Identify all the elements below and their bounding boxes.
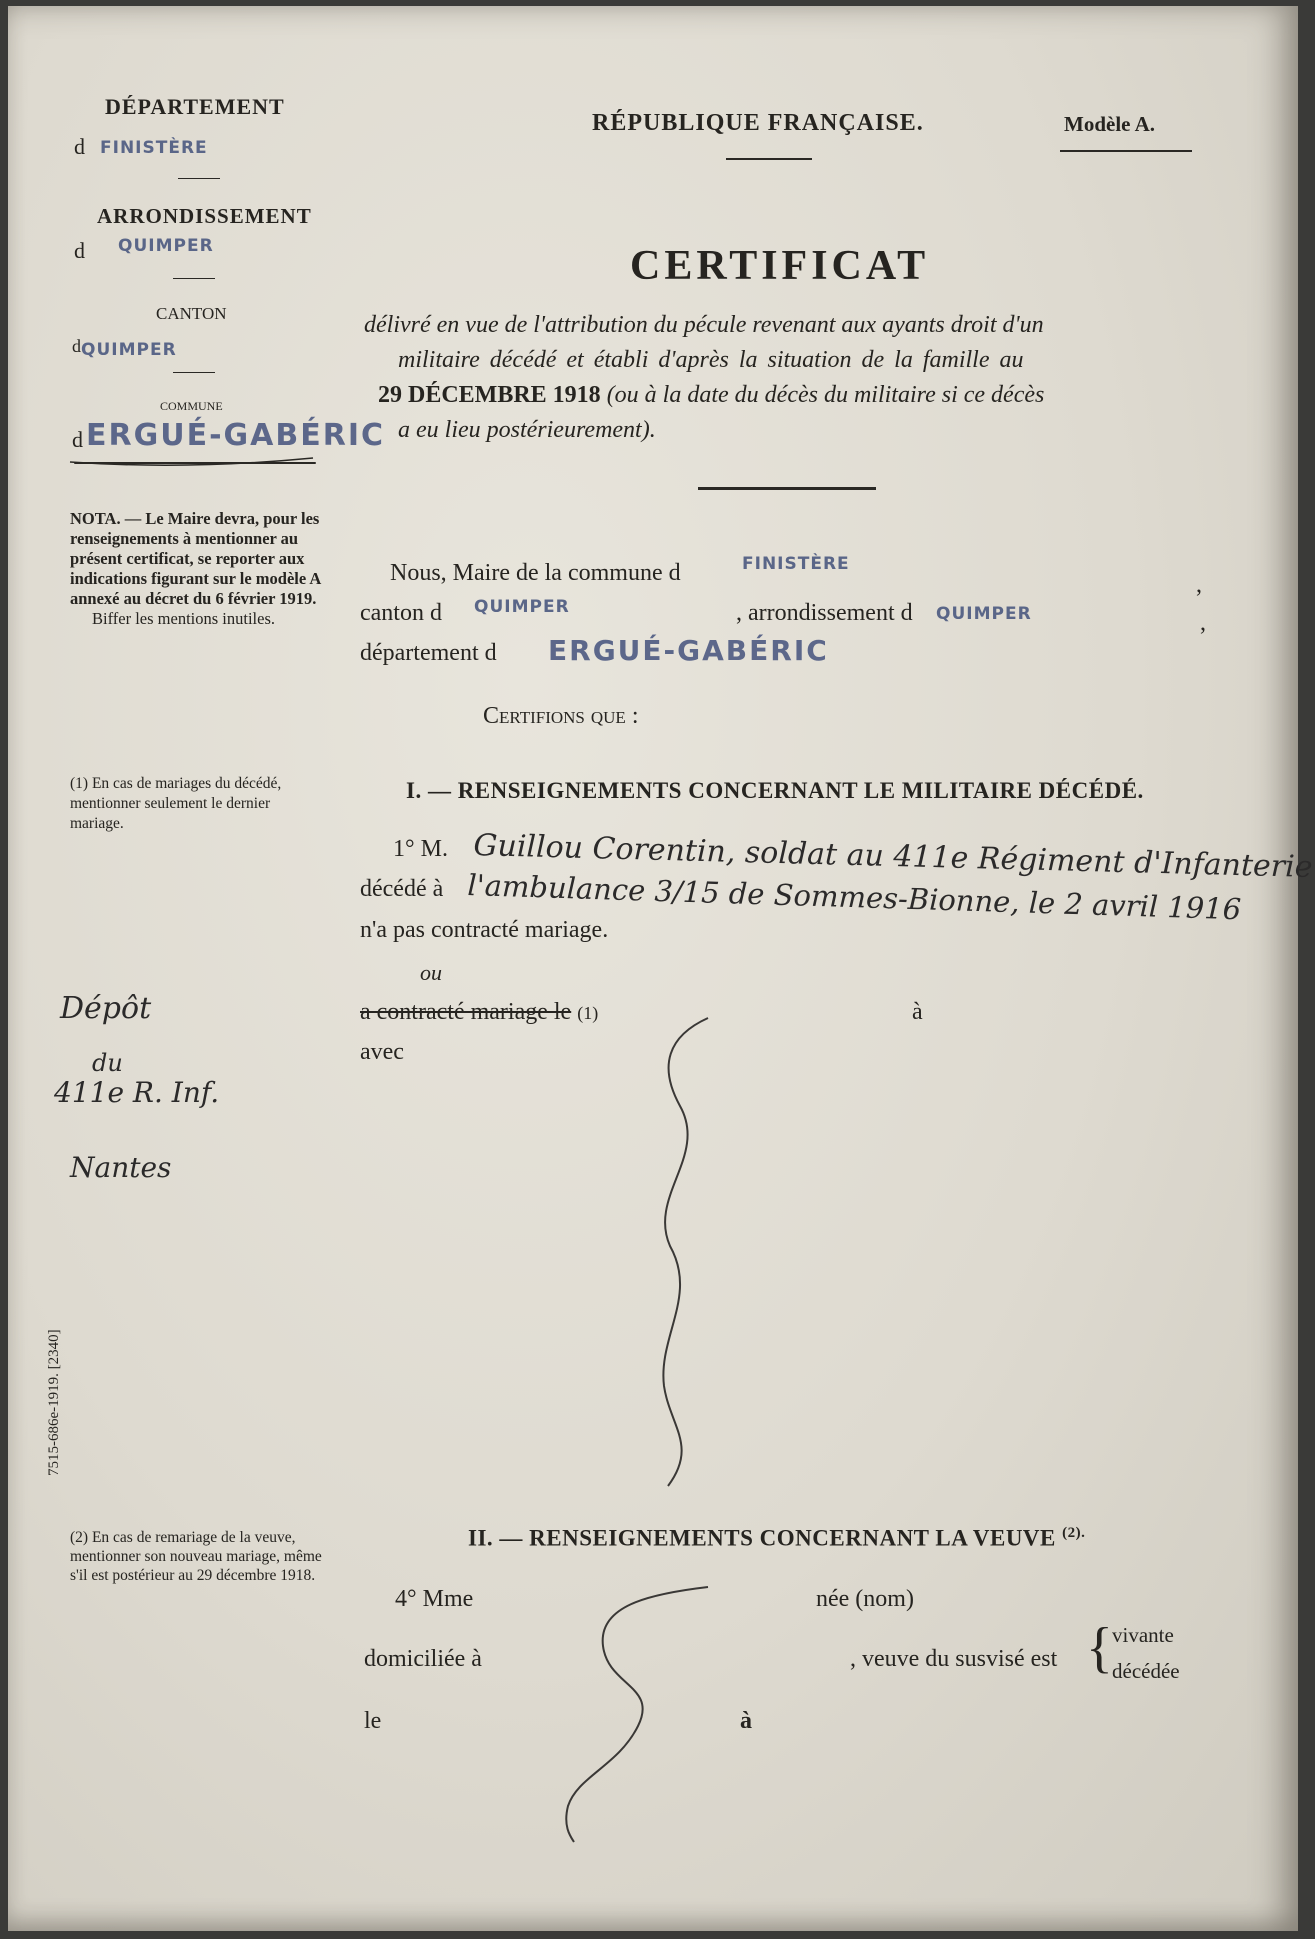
intro-arrondissement-stamp: QUIMPER [936, 604, 1032, 624]
veuve-label: , veuve du susvisé est [850, 1646, 1058, 1672]
handwritten-nantes: Nantes [70, 1151, 172, 1184]
certificate-sheet [8, 6, 1313, 1931]
no-marriage-text: n'a pas contracté mariage. [360, 917, 609, 943]
domicile-label: domiciliée à [364, 1646, 482, 1672]
subtitle-line-3: (ou à la date du décès du militaire si ce décès [606, 382, 1045, 408]
le-label: le [364, 1708, 382, 1734]
commune-stamp-underline [70, 458, 313, 465]
avec-label: avec [360, 1039, 404, 1065]
certificate-title: CERTIFICAT [630, 243, 930, 289]
ou-text: ou [420, 960, 442, 985]
republic-heading: RÉPUBLIQUE FRANÇAISE. [592, 110, 924, 136]
certifions-label: Certifions que : [483, 703, 639, 729]
veuve-a-label: à [740, 1708, 752, 1734]
handwritten-du: du [92, 1049, 123, 1077]
departement-prefix: d [74, 134, 85, 159]
vivante-option: vivante [1112, 1623, 1174, 1647]
section-2-heading: II. — RENSEIGNEMENTS CONCERNANT LA VEUVE [468, 1525, 1056, 1551]
footnote-1: (1) En cas de mariages du décédé, mentionner seulement le dernier mariage. [70, 775, 282, 832]
married-a: à [912, 999, 923, 1025]
intro-line-1: Nous, Maire de la commune d [390, 560, 681, 586]
arrondissement-label: ARRONDISSEMENT [97, 204, 312, 228]
commune-label: COMMUNE [160, 399, 223, 413]
arrondissement-stamp: QUIMPER [118, 236, 214, 256]
intro-departement-label: département d [360, 640, 497, 666]
handwritten-regiment: 411e R. Inf. [54, 1076, 220, 1109]
section-2-footnote-ref: (2). [1062, 1525, 1086, 1541]
subtitle-line-2: militaire décédé et établi d'après la situation de la famille au [398, 347, 1024, 373]
cancellation-strokes [8, 6, 1298, 1931]
subtitle-line-4: a eu lieu postérieurement). [398, 417, 656, 443]
handwritten-depot: Dépôt [60, 991, 152, 1026]
married-struck-text: a contracté mariage le [360, 999, 572, 1025]
commune-prefix: d [72, 427, 83, 452]
section-1-heading: I. — RENSEIGNEMENTS CONCERNANT LE MILITAIRE DÉCÉDÉ. [406, 778, 1144, 803]
mme-label: 4° Mme [395, 1586, 474, 1612]
arrondissement-prefix: d [74, 238, 85, 263]
commune-stamp: ERGUÉ-GABÉRIC [86, 418, 386, 453]
model-label: Modèle A. [1064, 112, 1155, 136]
canton-prefix: d [72, 336, 81, 356]
handwritten-death-place: l'ambulance 3/15 de Sommes-Bionne, le 2 avril 1916 [466, 868, 1242, 927]
intro-canton-label: canton d [360, 600, 442, 626]
item-1-prefix: 1° M. [393, 836, 448, 862]
nee-label: née (nom) [816, 1586, 914, 1612]
footnote-2: (2) En cas de remariage de la veuve, mentionner son nouveau mariage, même s'il est postérieur au 29 décembre 1918. [70, 1529, 322, 1584]
comma: , [1196, 572, 1202, 598]
intro-arrondissement-label: , arrondissement d [736, 600, 913, 626]
canton-label: CANTON [156, 304, 227, 323]
departement-stamp: FINISTÈRE [100, 138, 208, 158]
subtitle-line-1: délivré en vue de l'attribution du pécule revenant aux ayants droit d'un [364, 312, 1044, 338]
section-1-squiggle [663, 1018, 708, 1486]
brace: { [1086, 1617, 1113, 1679]
handwritten-soldier-name: Guillou Corentin, soldat au 411e Régiment d'Infanterie [473, 828, 1313, 885]
decedee-option: décédée [1112, 1659, 1180, 1683]
print-reference: 7515-686e-1919. [2340] [46, 1329, 62, 1476]
intro-departement-stamp: ERGUÉ-GABÉRIC [548, 634, 829, 667]
intro-canton-stamp: QUIMPER [474, 597, 570, 617]
canton-stamp: QUIMPER [81, 340, 177, 360]
section-2-squiggle [566, 1587, 708, 1842]
departement-label: DÉPARTEMENT [105, 94, 285, 119]
subtitle-date: 29 DÉCEMBRE 1918 [378, 382, 601, 408]
intro-commune-stamp: FINISTÈRE [742, 554, 850, 574]
decede-label: décédé à [360, 876, 444, 902]
comma: , [1200, 610, 1206, 636]
nota-text: NOTA. — Le Maire devra, pour les renseignements à mentionner au présent certificat, se reporter aux indications figurant sur le modèle A annexé au décret du 6 février 1919. Biffer les mentions inutiles. [70, 509, 321, 628]
married-footnote-ref: (1) [577, 1003, 599, 1023]
